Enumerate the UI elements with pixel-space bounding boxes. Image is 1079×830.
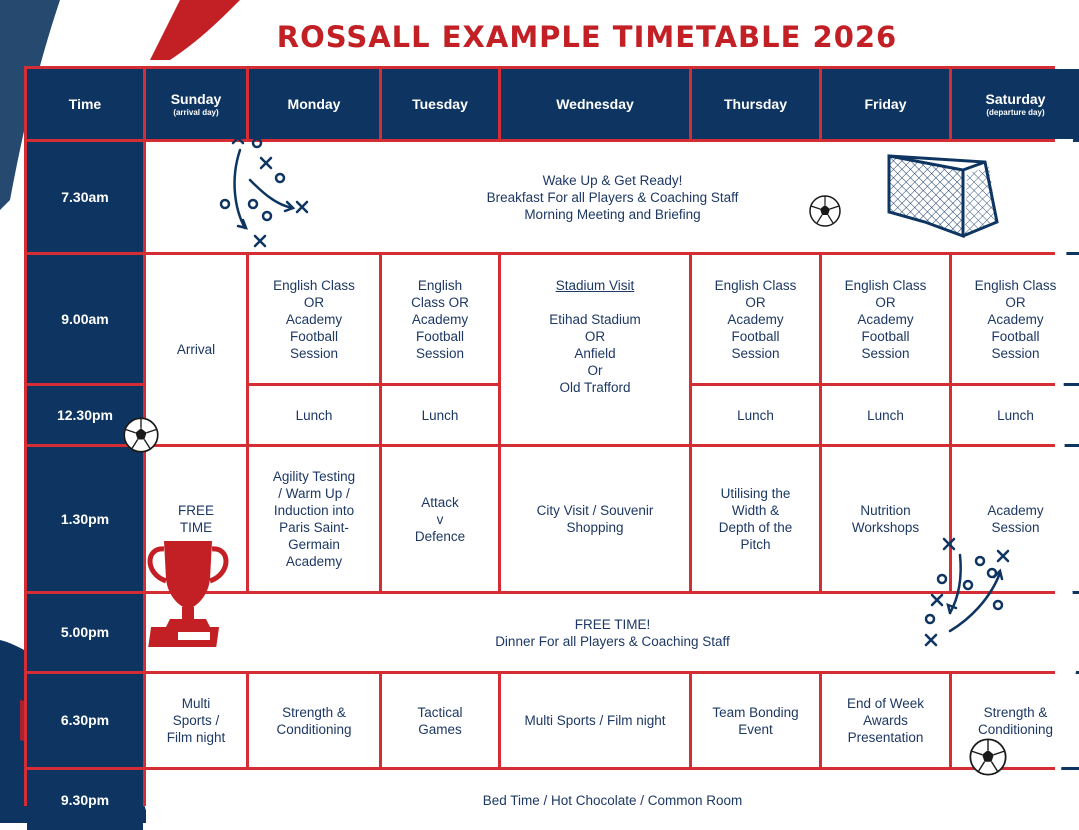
stadium-line: Or xyxy=(587,363,603,378)
afternoon-line: Shopping xyxy=(566,520,624,535)
bedtime-cell xyxy=(146,770,1079,830)
time-label: 9.00am xyxy=(61,310,109,327)
night-line: Event xyxy=(738,721,773,737)
morning-line: Wake Up & Get Ready! xyxy=(542,172,683,188)
class-line: Session xyxy=(991,345,1040,361)
football-icon xyxy=(808,194,842,228)
afternoon-line: Nutrition xyxy=(860,503,911,518)
time-label: 9.30pm xyxy=(60,791,110,808)
class-cell-friday xyxy=(822,255,949,383)
header-wednesday xyxy=(501,69,689,139)
night-cell-thursday xyxy=(692,674,819,767)
class-line: Session xyxy=(415,345,465,361)
class-line: Academy xyxy=(987,311,1044,327)
header-sunday xyxy=(146,69,246,139)
stadium-visit-cell xyxy=(501,255,689,444)
night-line: Film night xyxy=(166,730,226,745)
stadium-line: Etihad Stadium xyxy=(549,312,641,327)
header-wednesday-label: Wednesday xyxy=(556,95,634,112)
time-cell xyxy=(27,447,143,591)
header-thursday-label: Thursday xyxy=(723,95,787,112)
time-cell xyxy=(27,255,143,383)
football-icon xyxy=(968,737,1008,777)
class-line: English xyxy=(417,277,463,293)
afternoon-line: Attack xyxy=(421,494,459,510)
lunch-label: Lunch xyxy=(867,407,904,423)
stadium-visit-title: Stadium Visit xyxy=(555,278,635,293)
football-icon xyxy=(122,416,160,454)
afternoon-cell-tuesday xyxy=(382,447,498,591)
class-line: Football xyxy=(415,328,465,344)
class-line: Football xyxy=(289,328,339,344)
afternoon-line: Academy xyxy=(987,503,1044,518)
class-line: English Class xyxy=(844,277,927,293)
arrival-label: Arrival xyxy=(176,342,216,357)
header-monday xyxy=(249,69,379,139)
night-line: Multi xyxy=(181,696,211,711)
header-friday-label: Friday xyxy=(864,95,907,112)
afternoon-line: Session xyxy=(991,520,1040,535)
afternoon-line: Workshops xyxy=(851,520,920,535)
afternoon-cell-monday xyxy=(249,447,379,591)
night-cell-friday xyxy=(822,674,949,767)
stadium-line: Old Trafford xyxy=(559,380,631,395)
night-line: Conditioning xyxy=(276,721,352,737)
night-cell-wednesday xyxy=(501,674,689,767)
lunch-label: Lunch xyxy=(421,407,459,423)
time-label: 12.30pm xyxy=(56,406,114,423)
class-line: OR xyxy=(875,294,896,310)
header-time xyxy=(27,69,143,139)
time-cell xyxy=(27,594,143,671)
time-label: 1.30pm xyxy=(60,510,110,527)
class-line: Football xyxy=(991,328,1040,344)
night-line: Sports / xyxy=(172,713,220,728)
night-line: Conditioning xyxy=(977,721,1054,737)
afternoon-line: City Visit / Souvenir xyxy=(536,503,654,518)
afternoon-line: v xyxy=(436,511,444,527)
time-label: 5.00pm xyxy=(60,624,110,640)
tactics-icon xyxy=(920,535,1020,650)
night-line: Tactical xyxy=(417,704,463,720)
night-cell-monday xyxy=(249,674,379,767)
afternoon-line: Paris Saint- xyxy=(279,520,349,535)
night-line: Games xyxy=(418,721,462,737)
night-cell-tuesday xyxy=(382,674,498,767)
night-line: Strength & xyxy=(983,704,1048,720)
class-line: OR xyxy=(303,294,325,310)
night-line: Strength & xyxy=(282,704,346,720)
class-line: OR xyxy=(745,294,766,310)
tactics-icon xyxy=(215,130,315,250)
class-line: Session xyxy=(289,345,339,361)
class-cell-tuesday xyxy=(382,255,498,383)
night-line: Team Bonding xyxy=(712,704,799,720)
header-thursday xyxy=(692,69,819,139)
afternoon-cell-thursday xyxy=(692,447,819,591)
time-cell xyxy=(27,142,143,252)
class-line: Academy xyxy=(857,311,914,327)
evening-line: Dinner For all Players & Coaching Staff xyxy=(495,633,730,649)
stadium-line: OR xyxy=(584,329,606,344)
header-time-label: Time xyxy=(68,95,102,112)
lunch-label: Lunch xyxy=(737,407,774,423)
lunch-cell xyxy=(382,386,498,444)
night-cell-sunday xyxy=(146,674,246,767)
lunch-cell xyxy=(692,386,819,444)
arrival-cell xyxy=(146,255,246,444)
morning-line: Morning Meeting and Briefing xyxy=(524,206,701,222)
time-cell xyxy=(27,770,143,830)
header-saturday-label: Saturday xyxy=(985,90,1046,107)
header-sunday-sub: (arrival day) xyxy=(173,107,219,117)
header-saturday-sub: (departure day) xyxy=(986,107,1045,117)
stadium-line: Anfield xyxy=(574,346,616,361)
afternoon-line: Induction into xyxy=(273,503,355,518)
time-cell xyxy=(27,674,143,767)
time-label: 7.30am xyxy=(61,188,109,205)
time-label: 6.30pm xyxy=(60,712,110,728)
trophy-icon xyxy=(140,535,236,651)
afternoon-cell-wednesday xyxy=(501,447,689,591)
afternoon-line: Pitch xyxy=(740,537,771,552)
goal-icon xyxy=(885,152,1003,240)
night-line: Presentation xyxy=(847,730,924,745)
afternoon-line: FREE xyxy=(177,503,214,518)
class-line: English Class xyxy=(273,277,355,293)
afternoon-line: Defence xyxy=(414,528,466,544)
class-line: Session xyxy=(861,345,910,361)
class-line: Academy xyxy=(411,311,469,327)
afternoon-line: Academy xyxy=(285,554,343,569)
page-title: ROSSALL EXAMPLE TIMETABLE 2026 xyxy=(276,20,898,54)
afternoon-line: Depth of the xyxy=(718,520,793,535)
class-line: OR xyxy=(1005,294,1026,310)
night-line: End of Week xyxy=(846,696,925,711)
class-line: English Class xyxy=(974,277,1057,293)
header-monday-label: Monday xyxy=(287,95,341,112)
class-line: Session xyxy=(731,345,780,361)
night-line: Awards xyxy=(863,713,908,728)
bedtime-label: Bed Time / Hot Chocolate / Common Room xyxy=(482,792,743,808)
class-line: Academy xyxy=(727,311,784,327)
lunch-cell xyxy=(249,386,379,444)
evening-line: FREE TIME! xyxy=(574,616,651,632)
morning-line: Breakfast For all Players & Coaching Staff xyxy=(486,189,739,205)
header-saturday xyxy=(952,69,1079,139)
header-friday xyxy=(822,69,949,139)
header-tuesday-label: Tuesday xyxy=(412,95,468,112)
class-line: Academy xyxy=(285,311,343,327)
lunch-cell xyxy=(952,386,1079,444)
afternoon-line: Germain xyxy=(288,537,340,552)
header-sunday-label: Sunday xyxy=(170,90,222,107)
night-line: Multi Sports / Film night xyxy=(524,713,666,728)
header-tuesday xyxy=(382,69,498,139)
class-line: Class OR xyxy=(411,294,469,310)
class-line: Football xyxy=(861,328,910,344)
class-cell-thursday xyxy=(692,255,819,383)
class-line: Football xyxy=(731,328,780,344)
class-cell-saturday xyxy=(952,255,1079,383)
afternoon-line: Agility Testing xyxy=(272,469,356,484)
lunch-label: Lunch xyxy=(295,407,333,423)
afternoon-line: Utilising the xyxy=(720,486,791,501)
lunch-label: Lunch xyxy=(997,407,1034,423)
afternoon-line: / Warm Up / xyxy=(278,486,350,501)
afternoon-line: Width & xyxy=(731,503,780,518)
class-line: English Class xyxy=(714,277,797,293)
afternoon-line: TIME xyxy=(179,520,213,535)
class-cell-monday xyxy=(249,255,379,383)
lunch-cell xyxy=(822,386,949,444)
